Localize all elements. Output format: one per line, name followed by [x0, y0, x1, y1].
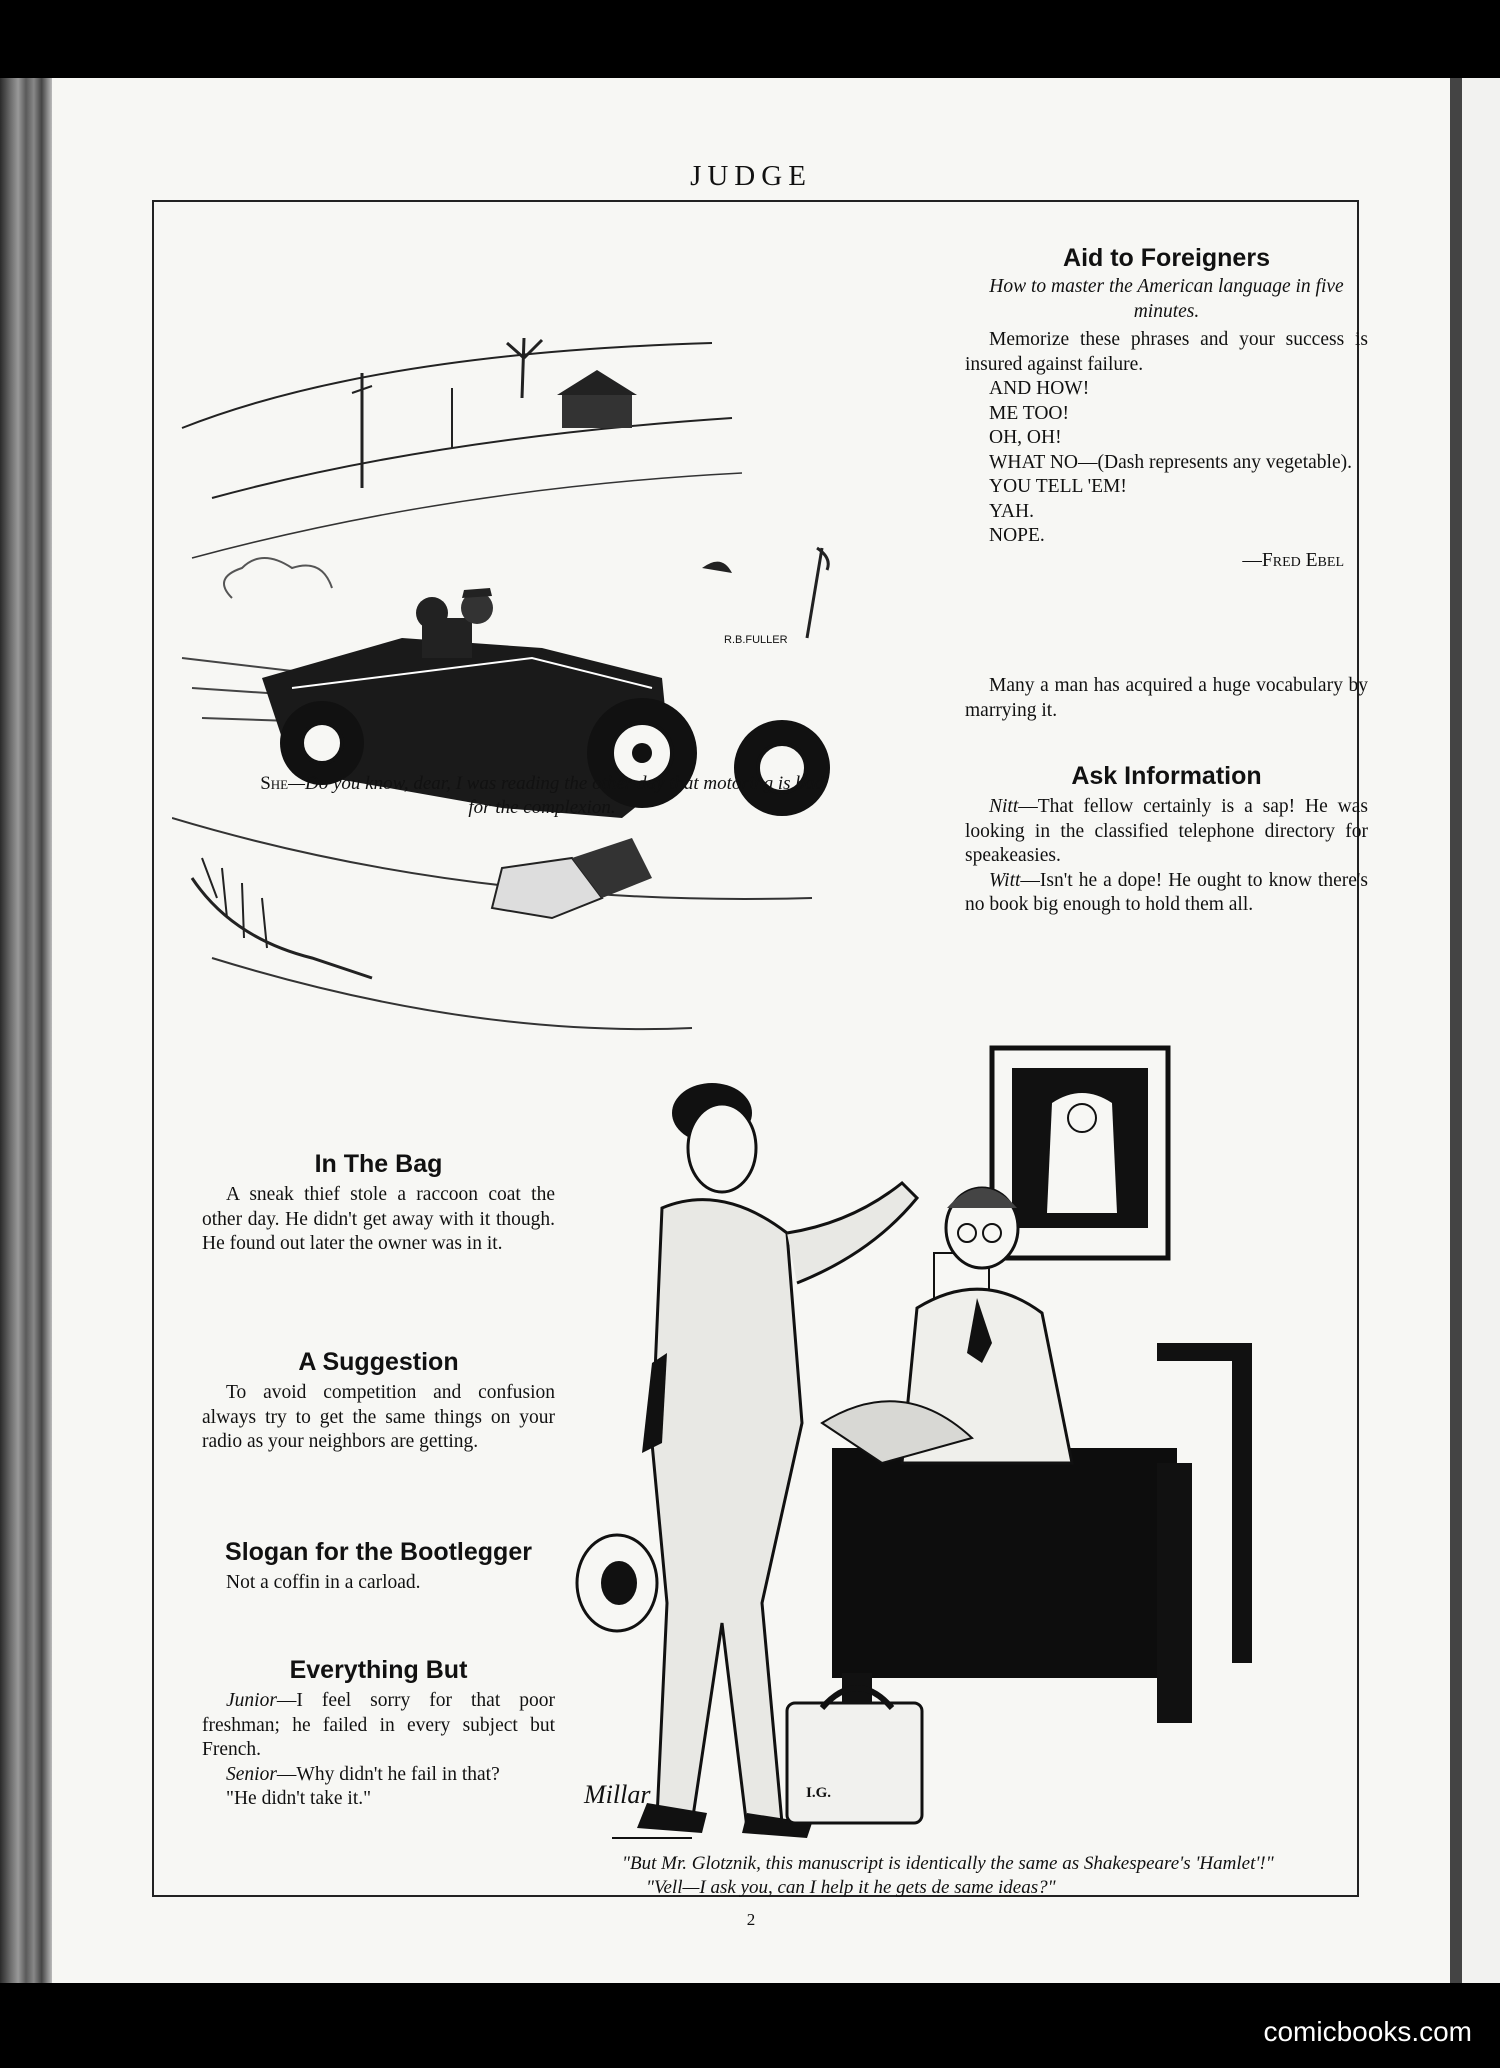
dialogue-text: —That fellow certainly is a sap! He was looking in the classified telephone directory for speakeasies.: [965, 796, 1368, 866]
caption-line: "Vell—I ask you, can I help it he gets de same ideas?": [646, 1877, 1056, 1898]
car-cartoon-caption: [252, 772, 832, 820]
caption-speaker: She: [260, 773, 289, 794]
caption-line: "But Mr. Glotznik, this manuscript is identically the same as Shakespeare's 'Hamlet'!": [622, 1853, 1274, 1874]
dialogue-line: [965, 869, 1368, 918]
cartoon-signature-fuller: R.B.FULLER: [724, 634, 788, 646]
in-the-bag-article: [202, 1150, 555, 1257]
slogan-article: [202, 1538, 555, 1596]
caption-text: —Do you know, dear, I was reading the other day that motoring is bad for the complexion.: [288, 773, 824, 818]
speaker-name: Junior: [226, 1690, 277, 1711]
dialogue-line: "He didn't take it.": [226, 1788, 372, 1809]
page-edge: [1450, 78, 1462, 1983]
phrase: YAH.: [989, 500, 1034, 522]
cartoon-signature-millar: Millar: [584, 1780, 651, 1809]
speaker-name: Nitt: [989, 796, 1019, 817]
dialogue-line: [965, 795, 1368, 869]
article-text: To avoid competition and confusion always try to get the same things on your radio as your neighbors are getting.: [202, 1382, 555, 1452]
article-text: Not a coffin in a carload.: [226, 1572, 421, 1593]
dialogue-text: —I feel sorry for that poor freshman; he failed in every subject but French.: [202, 1690, 555, 1760]
phrase: NOPE.: [989, 525, 1045, 546]
dialogue-line: [202, 1689, 555, 1763]
dialogue-text: —Isn't he a dope! He ought to know there's no book big enough to hold them all.: [965, 869, 1368, 915]
article-title: Aid to Foreigners: [1063, 244, 1270, 272]
dialogue-line: [202, 1763, 555, 1788]
phrase: AND HOW!: [989, 378, 1090, 399]
phrase: YOU TELL 'EM!: [989, 476, 1127, 497]
speaker-name: Witt: [989, 869, 1021, 891]
dialogue-text: —Why didn't he fail in that?: [276, 1763, 500, 1785]
article-title: Slogan for the Bootlegger: [225, 1538, 532, 1566]
aid-to-foreigners-article: [965, 244, 1368, 573]
book-spine: [0, 78, 52, 1983]
page-number: 2: [746, 1910, 756, 1929]
office-cartoon-caption: [622, 1852, 1322, 1900]
article-text: A sneak thief stole a raccoon coat the other day. He didn't get away with it though. He found out later the owner was in it.: [202, 1184, 555, 1254]
speaker-name: Senior: [226, 1763, 277, 1785]
phrase-list-2: [965, 475, 1368, 549]
vocabulary-joke: Many a man has acquired a huge vocabulary by marrying it.: [965, 675, 1368, 721]
phrase: OH, OH!: [989, 427, 1062, 448]
suggestion-article: [202, 1348, 555, 1455]
everything-but-article: [202, 1656, 555, 1812]
article-intro: Memorize these phrases and your success is insured against failure.: [965, 329, 1368, 375]
article-title: Everything But: [289, 1656, 468, 1684]
car-cartoon-illustration: [172, 258, 852, 1088]
article-title: In The Bag: [314, 1150, 443, 1178]
watermark: comicbooks.com: [1263, 2016, 1472, 2047]
next-page-edge: [1462, 78, 1500, 1983]
phrase-list-1: [965, 377, 1368, 451]
ask-information-article: [965, 762, 1368, 918]
article-title: Ask Information: [1071, 762, 1262, 790]
phrase-what-no: WHAT NO—(Dash represents any vegetable).: [989, 451, 1352, 473]
briefcase-label: I.G.: [806, 1785, 832, 1801]
article-credit: —Fred Ebel: [1242, 549, 1344, 571]
office-cartoon-illustration: [572, 1043, 1382, 1843]
article-subtitle: How to master the American language in five minutes.: [989, 276, 1344, 322]
article-title: A Suggestion: [298, 1348, 459, 1376]
magazine-page: [52, 78, 1450, 1983]
phrase: ME TOO!: [989, 402, 1069, 424]
running-head: JUDGE: [690, 160, 812, 192]
